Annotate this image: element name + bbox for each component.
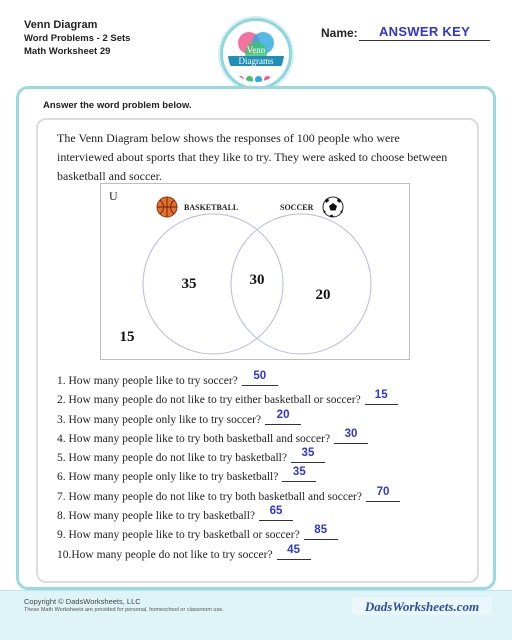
answer-blank-9[interactable]: 85 bbox=[304, 527, 338, 540]
question-2: 2. How many people do not like to try either basketball or soccer? 15 bbox=[57, 391, 400, 410]
region-both: 30 bbox=[249, 272, 265, 288]
question-4: 4. How many people like to try both basketball and soccer? 30 bbox=[57, 430, 400, 449]
answer-blank-7[interactable]: 70 bbox=[366, 489, 400, 502]
worksheet-title: Venn Diagram bbox=[24, 19, 98, 31]
answer-blank-10[interactable]: 45 bbox=[277, 547, 311, 560]
name-label: Name: bbox=[321, 26, 358, 40]
region-soccer-only: 20 bbox=[315, 287, 331, 303]
copyright-text: Copyright © DadsWorksheets, LLC bbox=[24, 597, 141, 606]
page-footer bbox=[0, 590, 512, 640]
answer-blank-3[interactable]: 20 bbox=[265, 412, 301, 425]
question-8: 8. How many people like to try basketball? 65 bbox=[57, 507, 400, 526]
soccer-ball-icon bbox=[323, 197, 343, 217]
instruction-text: Answer the word problem below. bbox=[43, 100, 192, 111]
question-9: 9. How many people like to try basketball or soccer? 85 bbox=[57, 526, 400, 545]
answer-blank-4[interactable]: 30 bbox=[334, 431, 368, 444]
answer-blank-2[interactable]: 15 bbox=[365, 392, 398, 405]
name-answer-key: ANSWER KEY bbox=[378, 24, 471, 39]
basketball-label: BASKETBALL bbox=[184, 203, 239, 212]
name-underline bbox=[359, 40, 490, 41]
question-7: 7. How many people do not like to try both basketball and soccer? 70 bbox=[57, 488, 400, 507]
logo-text-diagrams: Diagrams bbox=[228, 56, 284, 66]
usage-note: These Math Worksheets are provided for personal, homeschool or classroom use. bbox=[24, 607, 224, 613]
question-6: 6. How many people only like to try basketball? 35 bbox=[57, 468, 400, 487]
worksheet-subtitle: Word Problems - 2 Sets bbox=[24, 33, 131, 44]
question-10: 10.How many people do not like to try soccer? 45 bbox=[57, 546, 400, 565]
question-1: 1. How many people like to try soccer? 50 bbox=[57, 372, 400, 391]
question-3: 3. How many people only like to try soccer? 20 bbox=[57, 411, 400, 430]
soccer-label: SOCCER bbox=[280, 203, 314, 212]
venn-diagrams-logo bbox=[220, 18, 292, 90]
logo-text-venn: Venn bbox=[246, 45, 266, 55]
answer-blank-5[interactable]: 35 bbox=[291, 450, 325, 463]
region-neither: 15 bbox=[119, 329, 135, 345]
basketball-icon bbox=[157, 197, 177, 217]
answer-blank-1[interactable]: 50 bbox=[242, 373, 278, 386]
worksheet-number: Math Worksheet 29 bbox=[24, 46, 111, 57]
worksheet-header bbox=[24, 18, 130, 58]
answer-blank-8[interactable]: 65 bbox=[259, 508, 293, 521]
question-list bbox=[57, 372, 400, 565]
region-basketball-only: 35 bbox=[181, 276, 197, 292]
question-5: 5. How many people do not like to try basketball? 35 bbox=[57, 449, 400, 468]
universe-label: U bbox=[109, 189, 118, 203]
answer-blank-6[interactable]: 35 bbox=[282, 469, 316, 482]
venn-diagram bbox=[100, 183, 410, 360]
brand-text: DadsWorksheets.com bbox=[364, 599, 480, 614]
problem-text: The Venn Diagram below shows the responses of 100 people who were interviewed about sports that they like to try. They were asked to choose between basketball and soccer. bbox=[57, 131, 448, 183]
dadsworksheets-logo[interactable] bbox=[352, 595, 492, 617]
